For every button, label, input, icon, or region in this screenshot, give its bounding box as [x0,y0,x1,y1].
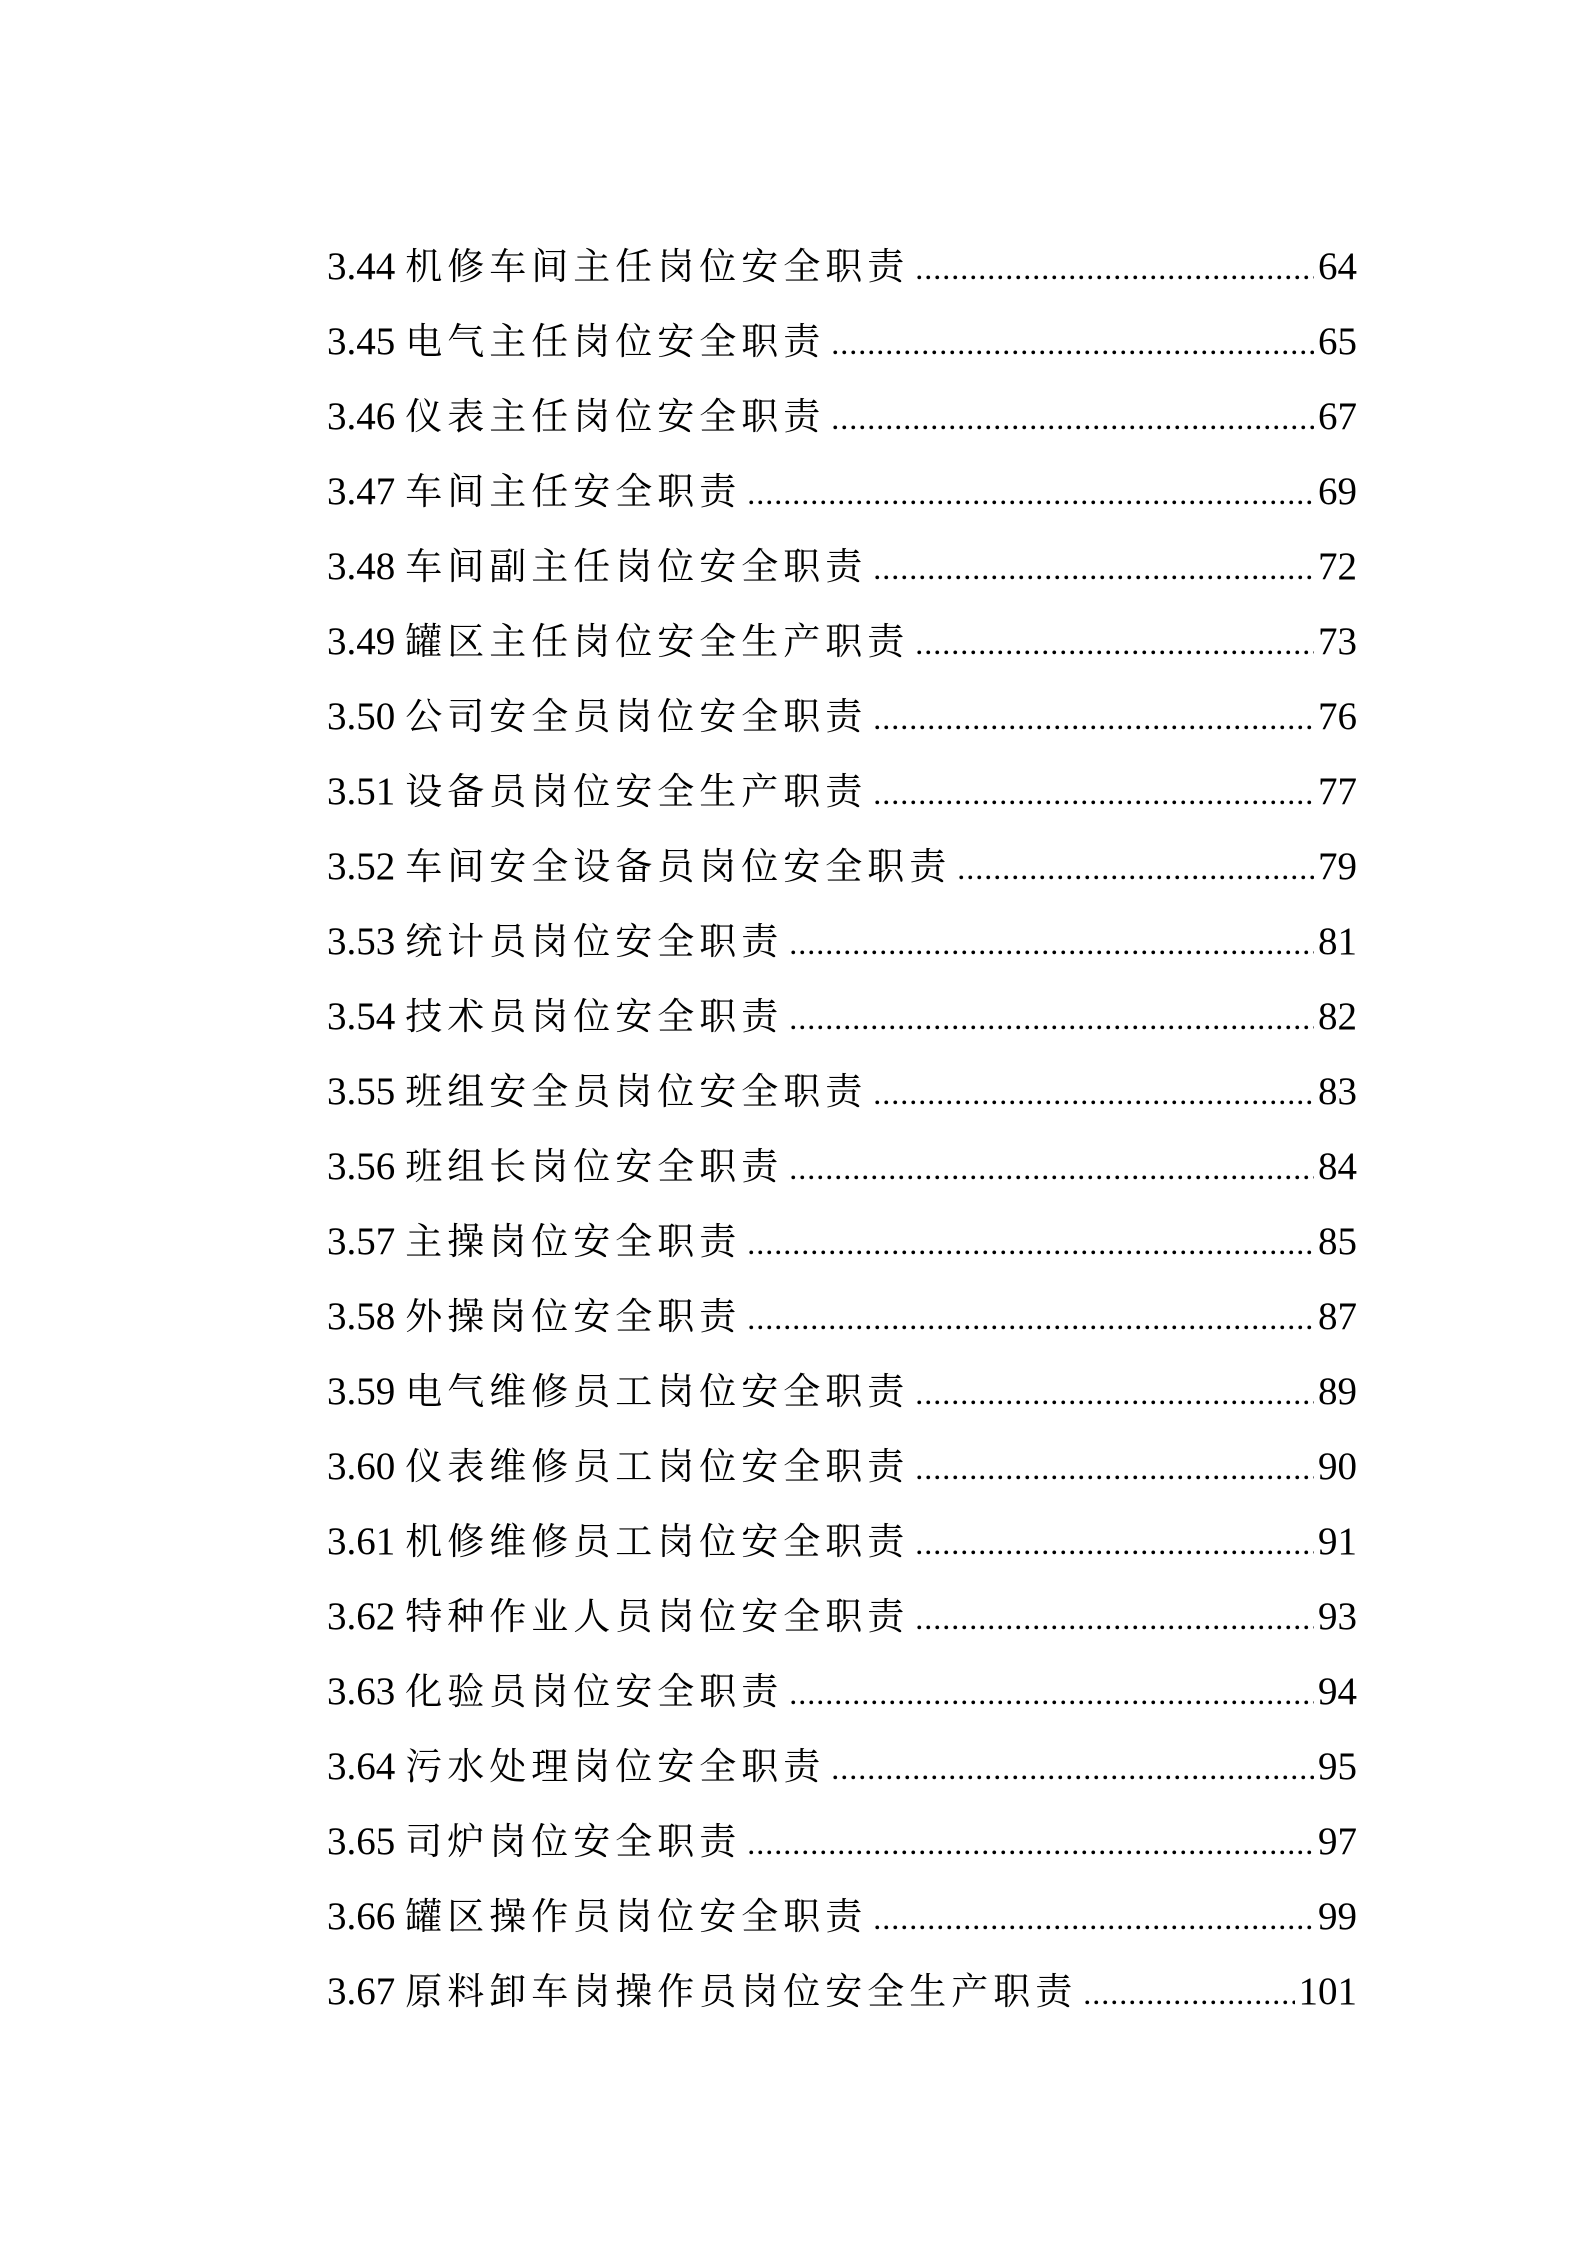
entry-number: 3.59 [327,1370,396,1413]
entry-title: 统计员岗位安全职责 [405,920,784,963]
toc-entry[interactable] [327,1435,1357,1510]
dot-leader [747,1211,1314,1275]
entry-title: 电气维修员工岗位安全职责 [405,1370,910,1413]
entry-page-number: 81 [1318,920,1357,963]
entry-title: 技术员岗位安全职责 [405,995,784,1038]
entry-number: 3.66 [327,1895,396,1938]
entry-number: 3.53 [327,920,396,963]
toc-entry[interactable] [327,1735,1357,1810]
entry-title: 外操岗位安全职责 [405,1295,742,1338]
entry-title: 司炉岗位安全职责 [405,1820,742,1863]
dot-leader [915,611,1314,675]
toc-entry[interactable] [327,685,1357,760]
entry-title: 仪表维修员工岗位安全职责 [405,1445,910,1488]
entry-page-number: 67 [1318,395,1357,438]
entry-title: 罐区主任岗位安全生产职责 [405,620,910,663]
entry-page-number: 93 [1318,1595,1357,1638]
dot-leader [747,1811,1314,1875]
entry-number: 3.62 [327,1595,396,1638]
entry-page-number: 90 [1318,1445,1357,1488]
entry-title: 污水处理岗位安全职责 [405,1745,826,1788]
entry-page-number: 85 [1318,1220,1357,1263]
entry-page-number: 77 [1318,770,1357,813]
toc-entry[interactable] [327,835,1357,910]
toc-entry[interactable] [327,1810,1357,1885]
dot-leader [873,761,1314,825]
toc-entry[interactable] [327,310,1357,385]
dot-leader [915,236,1314,300]
entry-number: 3.60 [327,1445,396,1488]
toc-entry[interactable] [327,1360,1357,1435]
dot-leader [873,1061,1314,1125]
dot-leader [747,1286,1314,1350]
table-of-contents [327,235,1357,2035]
entry-number: 3.63 [327,1670,396,1713]
toc-entry[interactable] [327,760,1357,835]
toc-entry[interactable] [327,610,1357,685]
entry-page-number: 64 [1318,245,1357,288]
entry-page-number: 65 [1318,320,1357,363]
toc-entry[interactable] [327,1510,1357,1585]
entry-title: 设备员岗位安全生产职责 [405,770,868,813]
entry-number: 3.65 [327,1820,396,1863]
dot-leader [747,461,1314,525]
entry-page-number: 91 [1318,1520,1357,1563]
dot-leader [831,311,1314,375]
toc-entry[interactable] [327,1210,1357,1285]
entry-number: 3.47 [327,470,396,513]
entry-title: 车间安全设备员岗位安全职责 [405,845,952,888]
entry-page-number: 79 [1318,845,1357,888]
entry-number: 3.57 [327,1220,396,1263]
entry-title: 化验员岗位安全职责 [405,1670,784,1713]
entry-number: 3.52 [327,845,396,888]
toc-entry[interactable] [327,235,1357,310]
entry-page-number: 76 [1318,695,1357,738]
entry-title: 公司安全员岗位安全职责 [405,695,868,738]
entry-number: 3.64 [327,1745,396,1788]
entry-title: 机修车间主任岗位安全职责 [405,245,910,288]
dot-leader [789,1136,1314,1200]
entry-page-number: 73 [1318,620,1357,663]
toc-entry[interactable] [327,1885,1357,1960]
dot-leader [1083,1961,1294,2025]
entry-number: 3.56 [327,1145,396,1188]
dot-leader [915,1511,1314,1575]
entry-title: 原料卸车岗操作员岗位安全生产职责 [405,1970,1078,2013]
entry-page-number: 83 [1318,1070,1357,1113]
dot-leader [915,1586,1314,1650]
entry-number: 3.55 [327,1070,396,1113]
dot-leader [789,911,1314,975]
entry-page-number: 94 [1318,1670,1357,1713]
toc-entry[interactable] [327,1285,1357,1360]
toc-entry[interactable] [327,1135,1357,1210]
entry-page-number: 101 [1298,1970,1357,2013]
toc-entry[interactable] [327,1960,1357,2035]
dot-leader [789,1661,1314,1725]
dot-leader [915,1436,1314,1500]
entry-number: 3.54 [327,995,396,1038]
entry-number: 3.46 [327,395,396,438]
entry-page-number: 72 [1318,545,1357,588]
entry-page-number: 84 [1318,1145,1357,1188]
entry-title: 罐区操作员岗位安全职责 [405,1895,868,1938]
entry-title: 班组安全员岗位安全职责 [405,1070,868,1113]
entry-title: 车间主任安全职责 [405,470,742,513]
entry-page-number: 97 [1318,1820,1357,1863]
dot-leader [831,1736,1314,1800]
toc-entry[interactable] [327,985,1357,1060]
entry-number: 3.50 [327,695,396,738]
entry-number: 3.48 [327,545,396,588]
entry-title: 仪表主任岗位安全职责 [405,395,826,438]
dot-leader [957,836,1314,900]
toc-entry[interactable] [327,535,1357,610]
dot-leader [873,536,1314,600]
entry-page-number: 89 [1318,1370,1357,1413]
toc-entry[interactable] [327,1060,1357,1135]
entry-page-number: 82 [1318,995,1357,1038]
entry-page-number: 87 [1318,1295,1357,1338]
entry-number: 3.67 [327,1970,396,2013]
entry-title: 特种作业人员岗位安全职责 [405,1595,910,1638]
dot-leader [789,986,1314,1050]
toc-entry[interactable] [327,1585,1357,1660]
entry-page-number: 95 [1318,1745,1357,1788]
toc-entry[interactable] [327,1660,1357,1735]
toc-entry[interactable] [327,460,1357,535]
entry-number: 3.45 [327,320,396,363]
entry-title: 电气主任岗位安全职责 [405,320,826,363]
toc-entry[interactable] [327,385,1357,460]
entry-number: 3.61 [327,1520,396,1563]
entry-title: 班组长岗位安全职责 [405,1145,784,1188]
entry-page-number: 69 [1318,470,1357,513]
entry-title: 主操岗位安全职责 [405,1220,742,1263]
dot-leader [831,386,1314,450]
toc-entry[interactable] [327,910,1357,985]
entry-number: 3.58 [327,1295,396,1338]
entry-title: 机修维修员工岗位安全职责 [405,1520,910,1563]
dot-leader [915,1361,1314,1425]
dot-leader [873,1886,1314,1950]
entry-number: 3.44 [327,245,396,288]
dot-leader [873,686,1314,750]
entry-number: 3.51 [327,770,396,813]
entry-page-number: 99 [1318,1895,1357,1938]
entry-title: 车间副主任岗位安全职责 [405,545,868,588]
entry-number: 3.49 [327,620,396,663]
